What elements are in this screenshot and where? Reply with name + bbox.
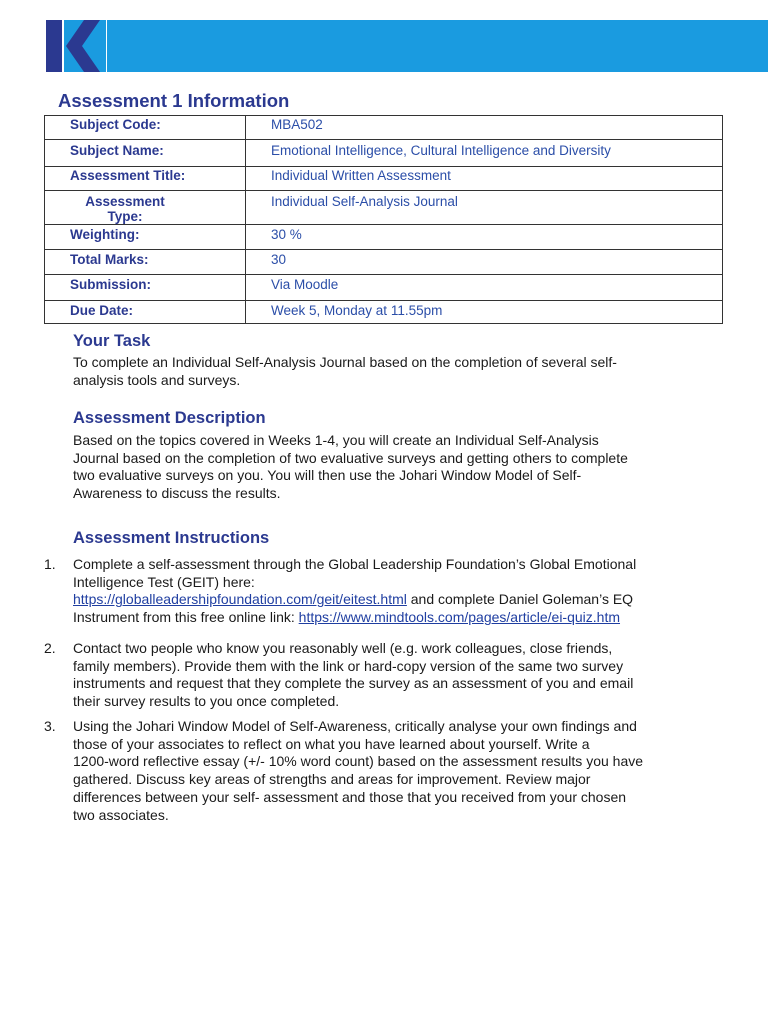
instruction-line: those of your associates to reflect on what you have learned about yourself. Write a bbox=[73, 735, 590, 752]
table-row bbox=[45, 250, 723, 275]
subject-code-value: MBA502 bbox=[246, 116, 723, 140]
header-banner bbox=[107, 20, 768, 72]
page-title: Assessment 1 Information bbox=[58, 90, 290, 111]
instruction-item-1 bbox=[73, 556, 713, 627]
weighting-value: 30 % bbox=[246, 225, 723, 250]
assessment-type-label-line1: Assessment bbox=[85, 194, 165, 209]
subject-name-label: Subject Name: bbox=[45, 140, 246, 167]
your-task-heading: Your Task bbox=[73, 332, 151, 350]
instruction-line: Contact two people who know you reasonably well (e.g. work colleagues, close friends, bbox=[73, 640, 613, 656]
instructions-heading: Assessment Instructions bbox=[73, 529, 270, 547]
instruction-line: gathered. Discuss key areas of strengths and areas for improvement. Review major bbox=[73, 771, 591, 788]
list-number: 2. bbox=[44, 640, 56, 656]
description-line: Based on the topics covered in Weeks 1-4, you will create an Individual Self-Analysis bbox=[73, 432, 599, 448]
subject-name-value: Emotional Intelligence, Cultural Intelligence and Diversity bbox=[246, 140, 723, 167]
instruction-line: Using the Johari Window Model of Self-Awareness, critically analyse your own findings and bbox=[73, 718, 637, 734]
instruction-line bbox=[73, 609, 713, 627]
mindtools-link[interactable]: https://www.mindtools.com/pages/article/ei-quiz.htm bbox=[298, 609, 621, 626]
submission-label: Submission: bbox=[45, 275, 246, 301]
submission-value: Via Moodle bbox=[246, 275, 723, 301]
table-row bbox=[45, 275, 723, 301]
due-date-label: Due Date: bbox=[45, 301, 246, 324]
table-row bbox=[45, 116, 723, 140]
description-heading: Assessment Description bbox=[73, 409, 266, 427]
description-line: Journal based on the completion of two evaluative surveys and getting others to complete bbox=[73, 449, 628, 466]
assessment-info-table bbox=[44, 115, 723, 324]
instruction-line: instruments and request that they complete the survey as an assessment of you and email bbox=[73, 675, 634, 692]
table-row bbox=[45, 225, 723, 250]
due-date-value: Week 5, Monday at 11.55pm bbox=[246, 301, 723, 324]
total-marks-label: Total Marks: bbox=[45, 250, 246, 275]
instruction-line: differences between your self- assessment and those that you received from your chosen bbox=[73, 788, 627, 805]
table-row bbox=[45, 191, 723, 225]
instruction-line: two associates. bbox=[73, 806, 169, 823]
list-number: 3. bbox=[44, 718, 56, 734]
geit-link[interactable]: https://globalleadershipfoundation.com/geit/eitest.html bbox=[73, 591, 407, 608]
assessment-type-value: Individual Self-Analysis Journal bbox=[246, 191, 723, 225]
assessment-type-label-line2: Type: bbox=[107, 209, 143, 224]
subject-code-label: Subject Code: bbox=[45, 116, 246, 140]
instruction-text: and complete Daniel Goleman’s EQ bbox=[406, 591, 634, 608]
table-row bbox=[45, 301, 723, 324]
description-text bbox=[73, 432, 713, 503]
total-marks-value: 30 bbox=[246, 250, 723, 275]
instruction-line: 1200-word reflective essay (+/- 10% word count) based on the assessment results you have bbox=[73, 753, 644, 770]
instruction-line: family members). Provide them with the link or hard-copy version of the same two survey bbox=[73, 657, 624, 674]
your-task-text bbox=[73, 354, 713, 389]
description-line: Awareness to discuss the results. bbox=[73, 485, 281, 502]
instruction-line: Complete a self-assessment through the Global Leadership Foundation’s Global Emotional bbox=[73, 556, 637, 572]
your-task-line: To complete an Individual Self-Analysis Journal based on the completion of several self- bbox=[73, 354, 617, 370]
your-task-line: analysis tools and surveys. bbox=[73, 371, 241, 388]
instruction-line: their survey results to you once completed. bbox=[73, 693, 340, 710]
instruction-line: Intelligence Test (GEIT) here: bbox=[73, 573, 255, 590]
table-row bbox=[45, 167, 723, 191]
instruction-item-2 bbox=[73, 640, 713, 711]
assessment-title-value: Individual Written Assessment bbox=[246, 167, 723, 191]
weighting-label: Weighting: bbox=[45, 225, 246, 250]
instruction-item-3 bbox=[73, 718, 713, 824]
instruction-line bbox=[73, 591, 713, 609]
assessment-title-label: Assessment Title: bbox=[45, 167, 246, 191]
list-number: 1. bbox=[44, 556, 56, 572]
instruction-text: Instrument from this free online link: bbox=[73, 609, 299, 626]
table-row bbox=[45, 140, 723, 167]
assessment-type-label bbox=[45, 191, 246, 225]
description-line: two evaluative surveys on you. You will then use the Johari Window Model of Self- bbox=[73, 467, 582, 484]
k-logo-icon bbox=[46, 20, 106, 72]
